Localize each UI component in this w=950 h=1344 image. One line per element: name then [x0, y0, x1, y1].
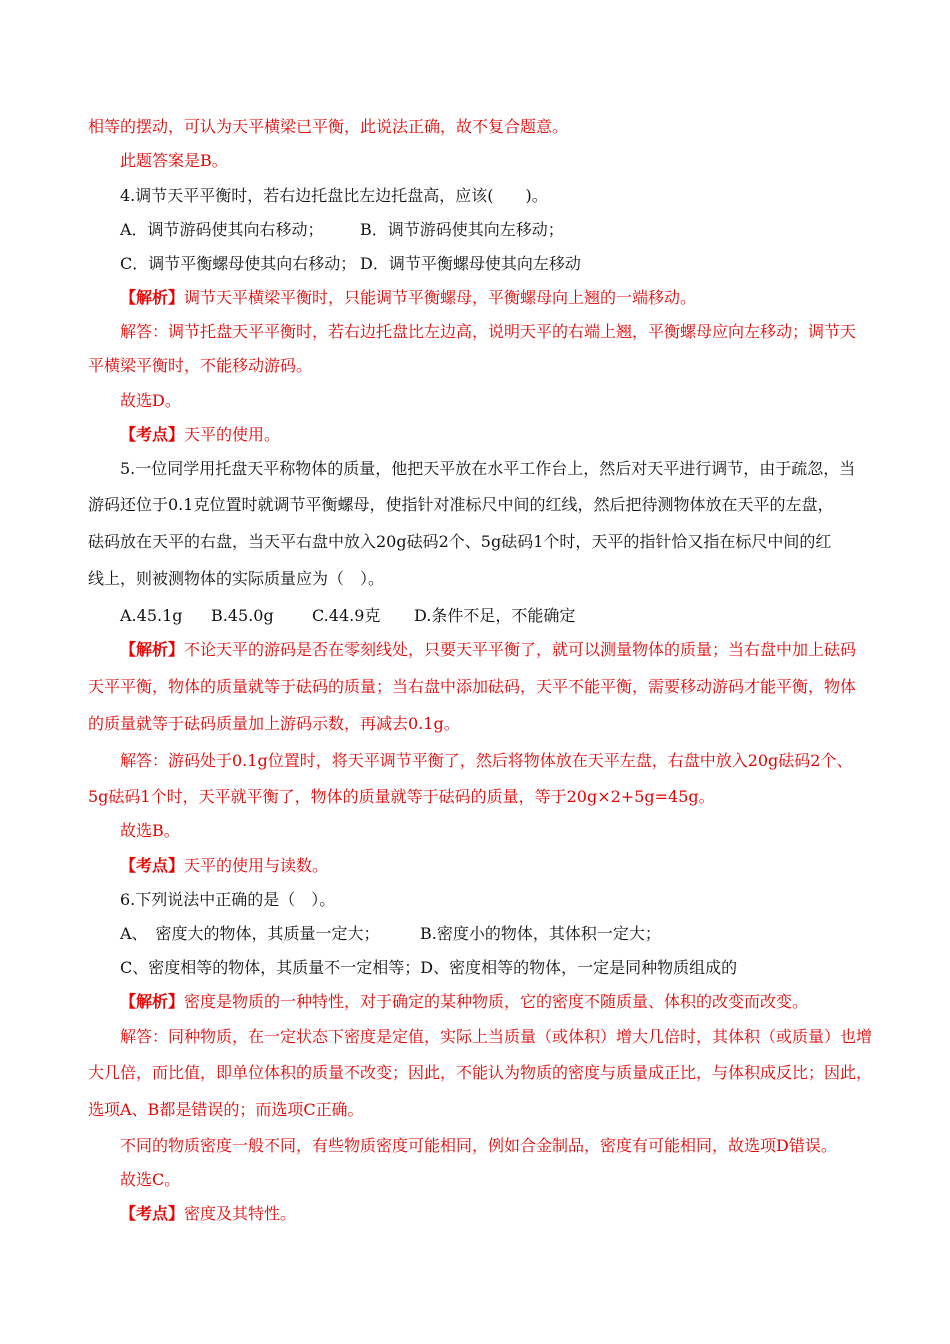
question-5-solution: 5g砝码1个时，天平就平衡了，物体的质量就等于砝码的质量，等于20g×2+5g=45g。	[88, 787, 715, 806]
question-6-solution: 不同的物质密度一般不同，有些物质密度可能相同，例如合金制品，密度有可能相同，故选项D错误。	[120, 1136, 837, 1155]
option-b: B．调节游码使其向左移动；	[360, 220, 564, 239]
option-d: D．调节平衡螺母使其向左移动	[360, 254, 581, 273]
point-text: 天平的使用与读数。	[184, 856, 329, 875]
question-4-point	[120, 425, 868, 445]
question-5-stem: 5.一位同学用托盘天平称物体的质量，他把天平放在水平工作台上，然后对天平进行调节，由于疏忽，当	[120, 459, 856, 478]
question-4-solution: 平横梁平衡时，不能移动游码。	[88, 356, 313, 375]
question-4-analysis	[120, 288, 868, 308]
question-6-solution: 选项A、B都是错误的；而选项C正确。	[88, 1100, 364, 1119]
question-4-stem: 4.调节天平平衡时，若右边托盘比左边托盘高，应该( )。	[120, 186, 548, 205]
question-5-point	[120, 856, 868, 876]
question-4-solution: 解答：调节托盘天平平衡时，若右边托盘比左边高，说明天平的右端上翘，平衡螺母应向左移动；调节天	[120, 322, 857, 341]
question-5-choice: 故选B。	[120, 821, 180, 840]
point-text: 天平的使用。	[184, 425, 281, 444]
question-5-solution: 解答：游码处于0.1g位置时，将天平调节平衡了，然后将物体放在天平左盘，右盘中放入20g砝码2个、	[120, 751, 853, 770]
question-6-options-row-2: C、密度相等的物体，其质量不一定相等；D、密度相等的物体，一定是同种物质组成的	[120, 958, 738, 977]
analysis-tag: 【解析】	[120, 288, 185, 307]
answer-line: 相等的摆动，可认为天平横梁已平衡，此说法正确，故不复合题意。	[88, 117, 569, 136]
point-tag: 【考点】	[120, 856, 185, 875]
option-b: B.45.0g	[211, 606, 274, 625]
question-6-solution: 大几倍，而比值，即单位体积的质量不改变；因此，不能认为物质的密度与质量成正比，与体积成反比；因此，	[88, 1063, 873, 1082]
option-c: C.44.9克	[312, 606, 381, 625]
analysis-tag: 【解析】	[120, 992, 185, 1011]
point-text: 密度及其特性。	[184, 1204, 297, 1223]
option-a: A、 密度大的物体，其质量一定大；	[120, 924, 380, 943]
question-6-point	[120, 1204, 868, 1224]
option-a: A.45.1g	[120, 606, 183, 625]
point-tag: 【考点】	[120, 425, 185, 444]
analysis-text: 密度是物质的一种特性，对于确定的某种物质，它的密度不随质量、体积的改变而改变。	[184, 992, 809, 1011]
analysis-tag: 【解析】	[120, 640, 185, 659]
question-5-stem: 线上，则被测物体的实际质量应为（ ）。	[88, 569, 385, 588]
question-4-choice: 故选D。	[120, 391, 181, 410]
question-6-solution: 解答：同种物质，在一定状态下密度是定值，实际上当质量（或体积）增大几倍时，其体积（或质量）也增	[120, 1027, 873, 1046]
answer-line: 此题答案是B。	[120, 151, 228, 170]
point-tag: 【考点】	[120, 1204, 185, 1223]
question-6-choice: 故选C。	[120, 1170, 181, 1189]
question-5-analysis: 天平平衡，物体的质量就等于砝码的质量；当右盘中添加砝码，天平不能平衡，需要移动游码才能平衡，物体	[88, 677, 857, 696]
option-c: C．调节平衡螺母使其向右移动；	[120, 254, 357, 273]
question-5-analysis: 的质量就等于砝码质量加上游码示数，再减去0.1g。	[88, 714, 460, 733]
question-5-analysis	[120, 640, 868, 660]
analysis-text: 调节天平横梁平衡时，只能调节平衡螺母，平衡螺母向上翘的一端移动。	[184, 288, 697, 307]
question-5-stem: 游码还位于0.1克位置时就调节平衡螺母，使指针对准标尺中间的红线，然后把待测物体放在天平的左盘，	[88, 495, 834, 514]
question-5-stem: 砝码放在天平的右盘，当天平右盘中放入20g砝码2个、5g砝码1个时，天平的指针恰又指在标尺中间的红	[88, 532, 832, 551]
question-6-stem: 6.下列说法中正确的是（ ）。	[120, 890, 336, 909]
option-a: A．调节游码使其向右移动；	[120, 220, 324, 239]
option-d: D.条件不足，不能确定	[414, 606, 576, 625]
analysis-text: 不论天平的游码是否在零刻线处，只要天平平衡了，就可以测量物体的质量；当右盘中加上砝码	[184, 640, 857, 659]
question-6-analysis	[120, 992, 868, 1012]
option-b: B.密度小的物体，其体积一定大；	[420, 924, 661, 943]
